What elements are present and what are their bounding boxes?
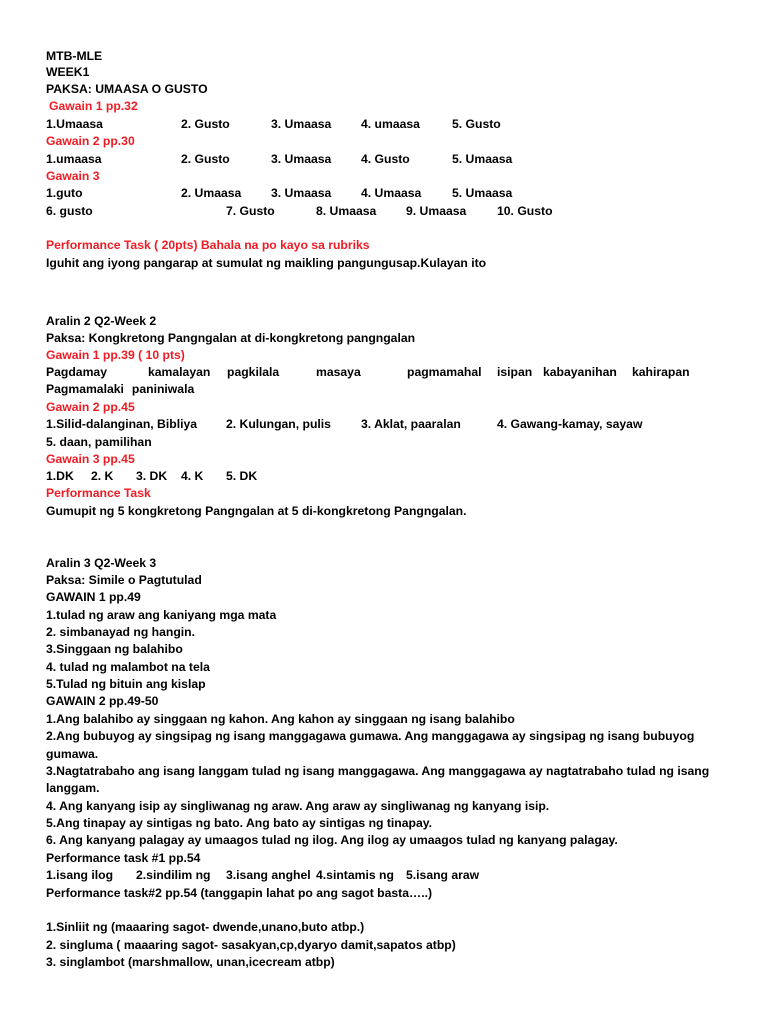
lesson1-gawain2-title: Gawain 2 pp.30 bbox=[46, 134, 135, 148]
lesson1-gawain2-answers bbox=[0, 151, 768, 168]
answer-item: 1.tulad ng araw ang kaniyang mga mata bbox=[46, 608, 277, 622]
lesson3-performance-task1-answers bbox=[0, 867, 768, 884]
lesson2-gawain2-title: Gawain 2 pp.45 bbox=[46, 400, 135, 414]
answer-item: 2. K bbox=[91, 469, 114, 483]
lesson2-performance-task-instruction: Gumupit ng 5 kongkretong Pangngalan at 5 di-kongkretong Pangngalan. bbox=[46, 504, 467, 518]
lesson1-gawain1-answers bbox=[0, 116, 768, 133]
answer-item: 4. umaasa bbox=[361, 117, 420, 131]
answer-item: 3. singlambot (marshmallow, unan,icecream atbp) bbox=[46, 955, 335, 969]
answer-item: 4. Gawang-kamay, sayaw bbox=[497, 417, 643, 431]
answer-word: kahirapan bbox=[632, 365, 690, 379]
answer-word: isipan bbox=[497, 365, 533, 379]
answer-line: 4. Ang kanyang isip ay singliwanag ng araw. Ang araw ay singliwanag ng kanyang isip. bbox=[46, 799, 550, 813]
lesson2-gawain3-title: Gawain 3 pp.45 bbox=[46, 452, 135, 466]
answer-item: 2. singluma ( maaaring sagot- sasakyan,cp,dyaryo damit,sapatos atbp) bbox=[46, 938, 456, 952]
answer-word: Pagdamay bbox=[46, 365, 107, 379]
answer-item: 5. DK bbox=[226, 469, 258, 483]
lesson2-title: Aralin 2 Q2-Week 2 bbox=[46, 314, 157, 328]
answer-item: 2. Gusto bbox=[181, 152, 230, 166]
lesson1-gawain1-title: Gawain 1 pp.32 bbox=[49, 99, 138, 113]
subject-label: MTB-MLE bbox=[46, 49, 103, 63]
answer-line: 6. Ang kanyang palagay ay umaagos tulad ng ilog. Ang ilog ay umaagos tulad ng kanyang palagay. bbox=[46, 833, 618, 847]
answer-item: 1.DK bbox=[46, 469, 74, 483]
answer-item: 3. Umaasa bbox=[271, 152, 332, 166]
lesson1-performance-task-title: Performance Task ( 20pts) Bahala na po kayo sa rubriks bbox=[46, 238, 370, 252]
lesson2-gawain2-answers bbox=[0, 416, 768, 433]
answer-line: 3.Nagtatrabaho ang isang langgam tulad ng isang manggagawa. Ang manggagawa ay nagtatrabaho tulad ng isang bbox=[46, 764, 710, 778]
answer-line-continued: langgam. bbox=[46, 781, 100, 795]
answer-item: 4. tulad ng malambot na tela bbox=[46, 660, 210, 674]
lesson2-gawain1-answers-row2 bbox=[46, 381, 194, 398]
answer-item: 1.Umaasa bbox=[46, 117, 103, 131]
answer-item: 3. DK bbox=[136, 469, 168, 483]
lesson3-title: Aralin 3 Q2-Week 3 bbox=[46, 556, 157, 570]
answer-item: 2. Kulungan, pulis bbox=[226, 417, 331, 431]
answer-item: 5. Umaasa bbox=[452, 186, 513, 200]
lesson1-performance-task-instruction: Iguhit ang iyong pangarap at sumulat ng maikling pangungusap.Kulayan ito bbox=[46, 256, 487, 270]
answer-item: 6. gusto bbox=[46, 204, 93, 218]
lesson2-performance-task-title: Performance Task bbox=[46, 486, 151, 500]
lesson3-gawain2-title: GAWAIN 2 pp.49-50 bbox=[46, 694, 159, 708]
lesson3-performance-task1-title: Performance task #1 pp.54 bbox=[46, 851, 201, 865]
answer-line: 5.Ang tinapay ay sintigas ng bato. Ang bato ay sintigas ng tinapay. bbox=[46, 816, 432, 830]
answer-item: 2. Gusto bbox=[181, 117, 230, 131]
answer-item: 3. Aklat, paaralan bbox=[361, 417, 461, 431]
answer-item: 7. Gusto bbox=[226, 204, 275, 218]
answer-item: 4.sintamis ng bbox=[316, 868, 394, 882]
topic-heading: PAKSA: UMAASA O GUSTO bbox=[46, 82, 208, 96]
lesson1-gawain3-title: Gawain 3 bbox=[46, 169, 100, 183]
answer-item: 5.isang araw bbox=[406, 868, 480, 882]
answer-line: 1.Ang balahibo ay singgaan ng kahon. Ang kahon ay singgaan ng isang balahibo bbox=[46, 712, 515, 726]
answer-item: 2.sindilim ng bbox=[136, 868, 211, 882]
lesson2-topic: Paksa: Kongkretong Pangngalan at di-kongkretong pangngalan bbox=[46, 331, 416, 345]
answer-item: 1.guto bbox=[46, 186, 83, 200]
lesson2-gawain1-answers-row1 bbox=[0, 364, 768, 381]
answer-word: paniniwala bbox=[131, 382, 195, 396]
answer-line-continued: gumawa. bbox=[46, 747, 99, 761]
lesson1-gawain3-answers-row2 bbox=[0, 203, 768, 220]
answer-item: 4. Gusto bbox=[361, 152, 410, 166]
answer-item: 3.isang anghel bbox=[226, 868, 311, 882]
answer-item: 1.isang ilog bbox=[46, 868, 114, 882]
answer-word: pagmamahal bbox=[407, 365, 482, 379]
answer-word: kamalayan bbox=[148, 365, 211, 379]
answer-item: 5.Tulad ng bituin ang kislap bbox=[46, 677, 206, 691]
lesson2-gawain1-title: Gawain 1 pp.39 ( 10 pts) bbox=[46, 348, 185, 362]
answer-word: masaya bbox=[316, 365, 361, 379]
answer-item: 1.umaasa bbox=[46, 152, 102, 166]
answer-item: 2. Umaasa bbox=[181, 186, 242, 200]
answer-item: 1.Silid-dalanginan, Bibliya bbox=[46, 417, 198, 431]
answer-item: 4. Umaasa bbox=[361, 186, 422, 200]
answer-item: 9. Umaasa bbox=[406, 204, 467, 218]
answer-item: 5. Gusto bbox=[452, 117, 501, 131]
lesson2-gawain3-answers bbox=[0, 468, 768, 485]
answer-word: Pagmamalaki bbox=[46, 382, 124, 396]
answer-item: 3. Umaasa bbox=[271, 117, 332, 131]
answer-item: 1.Sinliit ng (maaaring sagot- dwende,unano,buto atbp.) bbox=[46, 920, 365, 934]
answer-word: kabayanihan bbox=[543, 365, 617, 379]
answer-item: 3.Singgaan ng balahibo bbox=[46, 642, 183, 656]
lesson3-performance-task2-title: Performance task#2 pp.54 (tanggapin lahat po ang sagot basta…..) bbox=[46, 886, 433, 900]
answer-item: 5. daan, pamilihan bbox=[46, 435, 152, 449]
answer-item: 4. K bbox=[181, 469, 204, 483]
answer-line: 2.Ang bubuyog ay singsipag ng isang manggagawa gumawa. Ang manggagawa ay singsipag ng isang bubuyog bbox=[46, 729, 695, 743]
answer-item: 3. Umaasa bbox=[271, 186, 332, 200]
answer-word: pagkilala bbox=[227, 365, 280, 379]
week-label: WEEK1 bbox=[46, 65, 90, 79]
answer-item: 10. Gusto bbox=[497, 204, 553, 218]
answer-item: 8. Umaasa bbox=[316, 204, 377, 218]
answer-item: 5. Umaasa bbox=[452, 152, 513, 166]
answer-item: 2. simbanayad ng hangin. bbox=[46, 625, 195, 639]
lesson1-gawain3-answers-row1 bbox=[0, 185, 768, 202]
lesson3-gawain1-title: GAWAIN 1 pp.49 bbox=[46, 590, 141, 604]
lesson3-topic: Paksa: Simile o Pagtutulad bbox=[46, 573, 202, 587]
